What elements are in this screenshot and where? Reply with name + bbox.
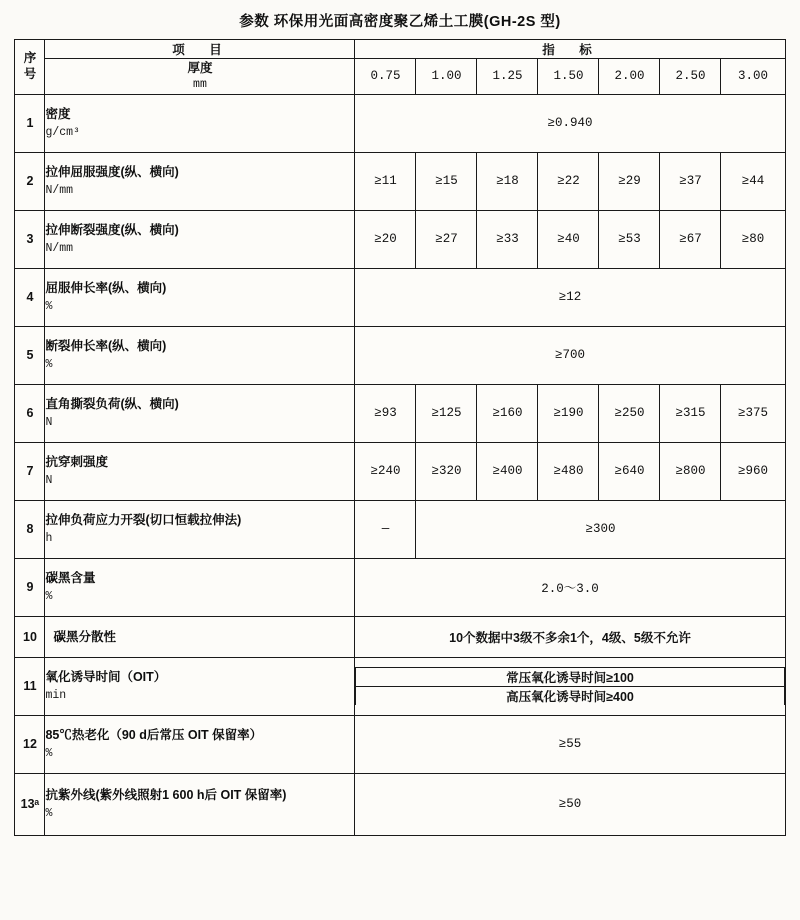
oit-split-table	[355, 667, 784, 705]
row-value: ≥160	[477, 384, 538, 442]
row-value: ≥20	[355, 210, 416, 268]
row-item-unit: %	[45, 807, 53, 821]
row-value: ≥250	[599, 384, 660, 442]
row-item-unit: min	[45, 689, 67, 703]
header-seq-line2: 号	[23, 66, 37, 81]
row-seq: 12	[15, 715, 45, 773]
row-value-split-cell	[355, 657, 785, 715]
row-seq: 10	[15, 616, 45, 657]
row-item-name: 拉伸断裂强度(纵、横向)	[45, 223, 179, 238]
row-item-name: 碳黑分散性	[53, 629, 116, 644]
row-item	[45, 558, 355, 616]
row-item	[45, 94, 355, 152]
row-item	[45, 442, 355, 500]
row-item-name: 直角撕裂负荷(纵、横向)	[45, 397, 179, 412]
row-item-unit: g/cm³	[45, 126, 80, 140]
row-item-name: 抗穿刺强度	[45, 455, 108, 470]
header-thickness-6: 3.00	[721, 59, 785, 95]
table-row	[15, 773, 785, 835]
row-seq: 4	[15, 268, 45, 326]
row-value: ≥480	[538, 442, 599, 500]
oit-split-row	[356, 687, 784, 706]
row-item-unit: %	[45, 590, 53, 604]
row-value: ≥15	[416, 152, 477, 210]
row-item-name: 密度	[45, 107, 71, 122]
header-thickness-unit: mm	[193, 78, 207, 92]
header-seq-line1: 序	[23, 51, 37, 66]
table-row	[15, 326, 785, 384]
header-thickness-3: 1.50	[538, 59, 599, 95]
row-value-span: ≥0.940	[355, 94, 785, 152]
row-item	[45, 715, 355, 773]
row-value: ≥315	[660, 384, 721, 442]
row-value: ≥240	[355, 442, 416, 500]
page-title: 参数 环保用光面高密度聚乙烯土工膜(GH-2S 型)	[239, 14, 561, 30]
row-item-name: 抗紫外线(紫外线照射1 600 h后 OIT 保留率)	[45, 788, 287, 803]
row-item	[45, 152, 355, 210]
header-thickness-4: 2.00	[599, 59, 660, 95]
table-row	[15, 657, 785, 715]
header-seq-cell	[15, 40, 45, 95]
row-seq: 2	[15, 152, 45, 210]
table-row	[15, 500, 785, 558]
row-value-span: 2.0～3.0	[355, 558, 785, 616]
row-value: ≥125	[416, 384, 477, 442]
row-value: ≥11	[355, 152, 416, 210]
row-value: ≥640	[599, 442, 660, 500]
table-row	[15, 442, 785, 500]
table-row	[15, 715, 785, 773]
table-row	[15, 94, 785, 152]
row-item-name: 拉伸屈服强度(纵、横向)	[45, 165, 179, 180]
row-seq: 1	[15, 94, 45, 152]
row-seq: 13ᵃ	[15, 773, 45, 835]
row-seq: 9	[15, 558, 45, 616]
specification-table	[14, 39, 785, 836]
row-item-name: 氧化诱导时间（OIT）	[45, 670, 167, 685]
header-thickness-cell	[45, 59, 355, 95]
table-header-row-1	[15, 40, 785, 59]
row-value: ≥80	[721, 210, 785, 268]
row-value: ≥93	[355, 384, 416, 442]
row-value: ≥67	[660, 210, 721, 268]
row-value-first: —	[355, 500, 416, 558]
row-item	[45, 500, 355, 558]
row-item-unit: N/mm	[45, 242, 74, 256]
row-seq: 3	[15, 210, 45, 268]
row-seq: 5	[15, 326, 45, 384]
table-row	[15, 210, 785, 268]
row-item-name: 断裂伸长率(纵、横向)	[45, 339, 167, 354]
row-item-unit: N/mm	[45, 184, 74, 198]
row-value-span: ≥50	[355, 773, 785, 835]
oit-split-row	[356, 668, 784, 687]
table-row	[15, 268, 785, 326]
row-value: ≥27	[416, 210, 477, 268]
row-value: ≥400	[477, 442, 538, 500]
row-value: ≥44	[721, 152, 785, 210]
row-item-unit: %	[45, 358, 53, 372]
row-item-unit: N	[45, 416, 53, 430]
table-row	[15, 558, 785, 616]
row-value: ≥375	[721, 384, 785, 442]
row-item	[45, 657, 355, 715]
row-value: ≥22	[538, 152, 599, 210]
header-thickness-5: 2.50	[660, 59, 721, 95]
row-value: ≥40	[538, 210, 599, 268]
header-thickness-0: 0.75	[355, 59, 416, 95]
row-item-unit: h	[45, 532, 53, 546]
row-item-name: 碳黑含量	[45, 571, 96, 586]
header-index-label: 指 标	[355, 40, 785, 59]
row-value: ≥190	[538, 384, 599, 442]
row-value-span: ≥700	[355, 326, 785, 384]
row-item	[45, 326, 355, 384]
table-row	[15, 152, 785, 210]
row-item	[45, 773, 355, 835]
header-item-label: 项 目	[45, 40, 355, 59]
row-item-unit: %	[45, 300, 53, 314]
header-thickness-1: 1.00	[416, 59, 477, 95]
row-value: ≥960	[721, 442, 785, 500]
table-row	[15, 384, 785, 442]
row-item-name: 85℃热老化（90 d后常压 OIT 保留率）	[45, 728, 263, 743]
row-value-span: 10个数据中3级不多余1个，4级、5级不允许	[355, 616, 785, 657]
row-item-name: 拉伸负荷应力开裂(切口恒载拉伸法)	[45, 513, 242, 528]
header-thickness-2: 1.25	[477, 59, 538, 95]
row-item-unit: %	[45, 747, 53, 761]
row-seq: 7	[15, 442, 45, 500]
row-value: ≥37	[660, 152, 721, 210]
row-item	[45, 268, 355, 326]
row-item	[45, 384, 355, 442]
row-value: ≥29	[599, 152, 660, 210]
row-value: ≥33	[477, 210, 538, 268]
row-seq: 11	[15, 657, 45, 715]
table-header-row-2	[15, 59, 785, 95]
row-item	[45, 210, 355, 268]
row-seq: 6	[15, 384, 45, 442]
oit-high-pressure: 高压氧化诱导时间≥400	[356, 687, 784, 706]
row-value-span: ≥12	[355, 268, 785, 326]
oit-normal-pressure: 常压氧化诱导时间≥100	[356, 668, 784, 687]
row-item	[45, 616, 355, 657]
row-value-span: ≥300	[416, 500, 785, 558]
header-thickness-label: 厚度	[187, 61, 213, 75]
table-row	[15, 616, 785, 657]
row-value: ≥320	[416, 442, 477, 500]
row-item-unit: N	[45, 474, 53, 488]
row-item-name: 屈服伸长率(纵、横向)	[45, 281, 167, 296]
row-value: ≥53	[599, 210, 660, 268]
row-value-span: ≥55	[355, 715, 785, 773]
row-seq: 8	[15, 500, 45, 558]
row-value: ≥800	[660, 442, 721, 500]
row-value: ≥18	[477, 152, 538, 210]
